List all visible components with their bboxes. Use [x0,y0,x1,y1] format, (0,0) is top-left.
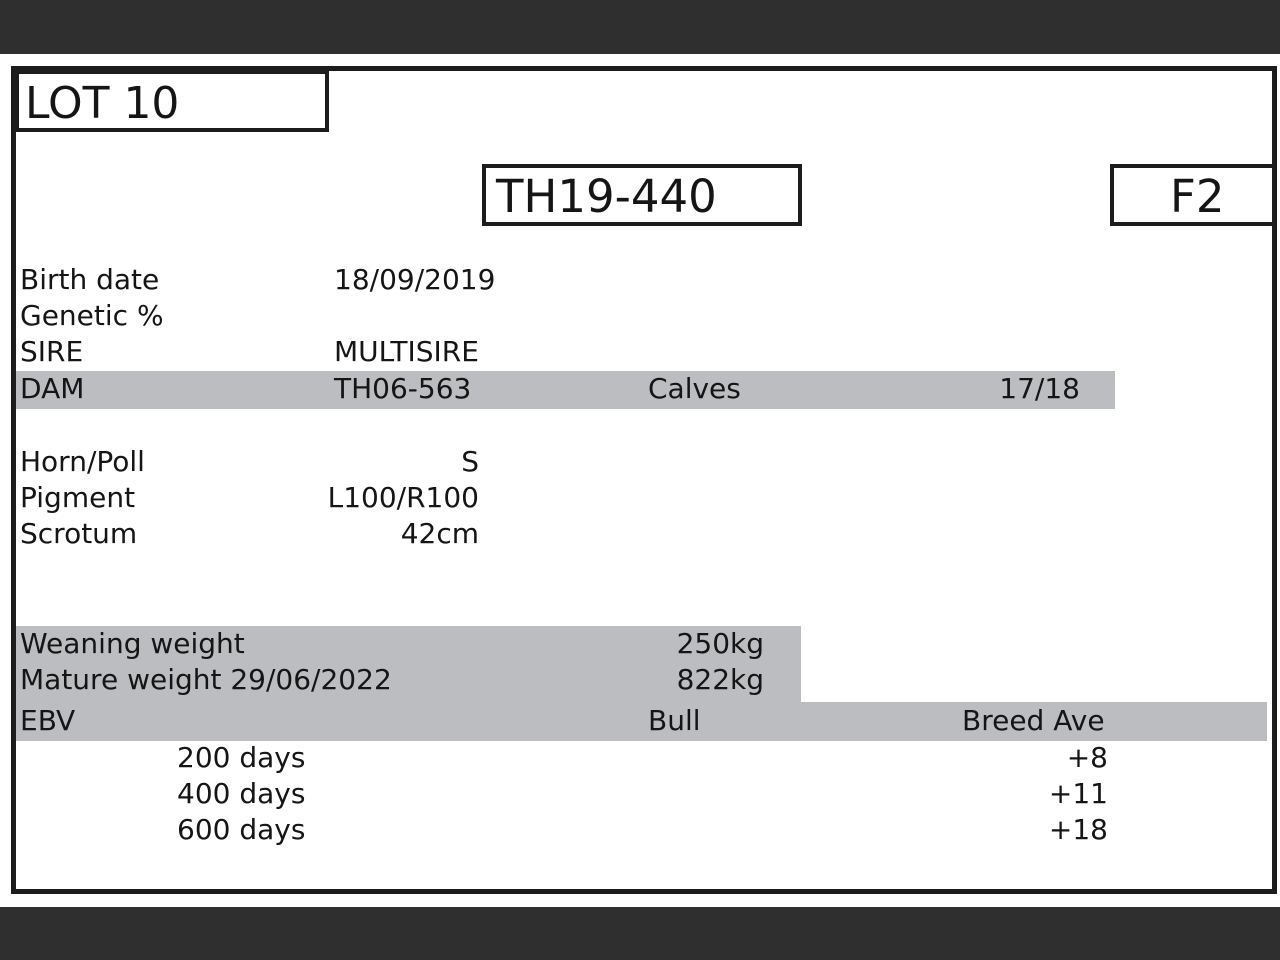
ebv-row-breed-ave: +8 [1066,741,1108,774]
ebv-row-label: 600 days [177,813,306,846]
lot-number-box [15,70,329,132]
birth-date-value: 18/09/2019 [334,263,496,296]
ebv-row-label: 200 days [177,741,306,774]
sire-value: MULTISIRE [334,335,479,368]
dam-label: DAM [20,372,85,405]
pigment-label: Pigment [20,481,136,514]
sire-label: SIRE [20,335,84,368]
birth-date-label: Birth date [20,263,160,296]
pigment-value: L100/R100 [327,481,479,514]
ebv-breed-ave-header: Breed Ave [962,704,1105,737]
dam-value: TH06-563 [334,372,472,405]
calves-value: 17/18 [999,372,1080,405]
scrotum-label: Scrotum [20,517,138,550]
weaning-weight-label: Weaning weight [20,627,245,660]
genetic-label: Genetic % [20,299,164,332]
mature-weight-label: Mature weight 29/06/2022 [20,663,392,696]
lot-number: LOT 10 [25,78,180,129]
ebv-header: EBV [20,704,76,737]
ebv-row-breed-ave: +11 [1048,777,1108,810]
horn-poll-value: S [461,445,479,478]
scrotum-value: 42cm [400,517,479,550]
group-code: F2 [1170,170,1225,223]
animal-id-box [482,164,802,226]
calves-label: Calves [648,372,741,405]
weaning-weight-value: 250kg [676,627,764,660]
horn-poll-label: Horn/Poll [20,445,145,478]
animal-id: TH19-440 [496,170,717,223]
ebv-bull-header: Bull [648,704,701,737]
ebv-row-breed-ave: +18 [1048,813,1108,846]
group-box [1110,164,1272,226]
lot-sheet [0,54,1280,907]
mature-weight-value: 822kg [676,663,764,696]
ebv-row-label: 400 days [177,777,306,810]
